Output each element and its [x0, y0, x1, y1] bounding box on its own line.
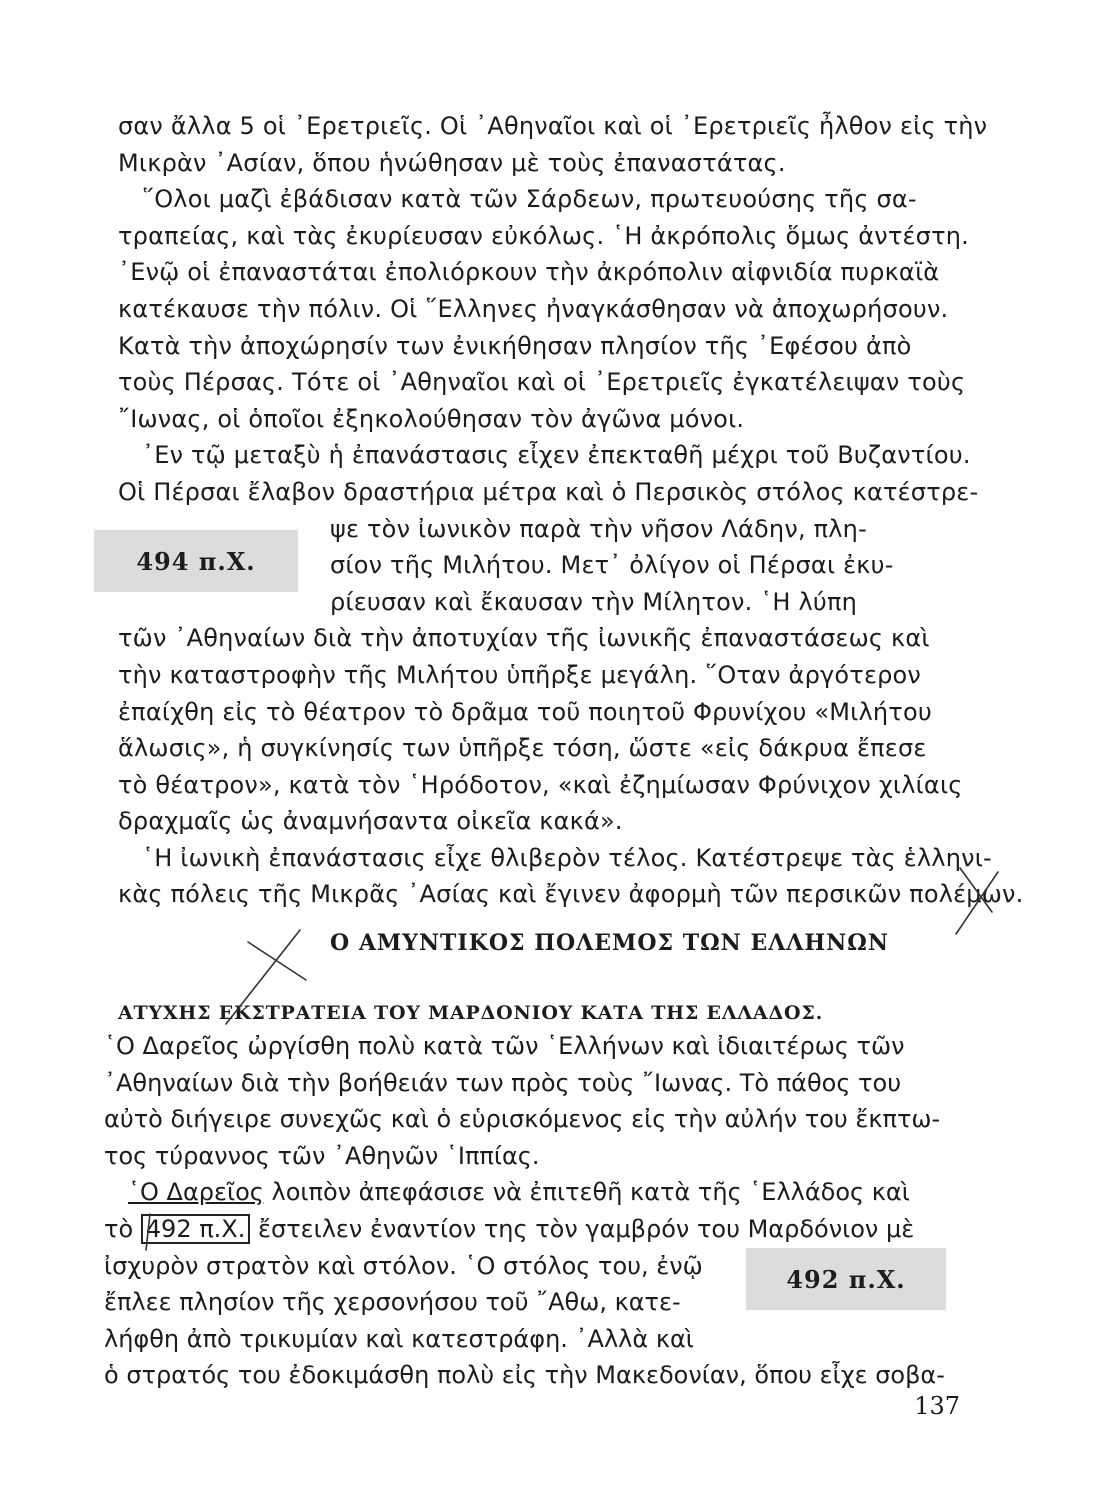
margin-date-text: 494 π.Χ. [136, 546, 256, 576]
page-number: 137 [914, 1392, 960, 1420]
text-line: σαν ἄλλα 5 οἱ ᾿Ερετριεῖς. Οἱ ᾿Αθηναῖοι καὶ οἱ ᾿Ερετριεῖς ἦλθον εἰς τὴν [118, 112, 988, 140]
text-line: τὴν καταστροφὴν τῆς Μιλήτου ὑπῆρξε μεγάλη. ῞Οταν ἀργότερον [118, 660, 922, 689]
subsection-heading: ΑΤΥΧΗΣ ΕΚΣΤΡΑΤΕΙΑ ΤΟΥ ΜΑΡΔΟΝΙΟΥ ΚΑΤΑ ΤΗΣ ΕΛΛΑΔΟΣ. [118, 1002, 823, 1024]
text-line: ῎Ιωνας, οἱ ὁποῖοι ἐξηκολούθησαν τὸν ἀγῶνα μόνοι. [118, 404, 745, 433]
text-line: τραπείας, καὶ τὰς ἐκυρίευσαν εὐκόλως. ῾Η ἀκρόπολις ὅμως ἀντέστη. [118, 221, 969, 250]
text-run: λοιπὸν ἀπεφάσισε νὰ ἐπιτεθῆ κατὰ τῆς ῾Ελλάδος καὶ [263, 1178, 910, 1207]
text-line: ψε τὸν ἰωνικὸν παρὰ τὴν νῆσον Λάδην, πλη- [330, 514, 867, 543]
text-line: ῾Η ἰωνικὴ ἐπανάστασις εἶχε θλιβερὸν τέλος. Κατέστρεψε τὰς ἑλληνι- [142, 843, 992, 872]
pencil-cross-mark [956, 868, 998, 934]
text-line: ἰσχυρὸν στρατὸν καὶ στόλον. ῾Ο στόλος του, ἐνῷ [104, 1251, 703, 1280]
text-line: ῞Ολοι μαζὶ ἐβάδισαν κατὰ τῶν Σάρδεων, πρωτευούσης τῆς σα- [142, 185, 917, 214]
text-line: ῾Ο Δαρεῖος ὠργίσθη πολὺ κατὰ τῶν ῾Ελλήνων καὶ ἰδιαιτέρως τῶν [104, 1032, 905, 1060]
boxed-date: 492 π.Χ. [141, 1214, 251, 1244]
text-line: Μικρὰν ᾿Ασίαν, ὅπου ἡνώθησαν μὲ τοὺς ἐπαναστάτας. [118, 148, 786, 177]
text-line: τος τύραννος τῶν ᾿Αθηνῶν ῾Ιππίας. [104, 1141, 540, 1170]
text-line: τῶν ᾿Αθηναίων διὰ τὴν ἀποτυχίαν τῆς ἰωνικῆς ἐπαναστάσεως καὶ [118, 624, 930, 653]
text-line: ἐπαίχθη εἰς τὸ θέατρον τὸ δρᾶμα τοῦ ποιητοῦ Φρυνίχου «Μιλήτου [118, 697, 932, 726]
pencil-cross-mark [226, 930, 306, 1024]
text-line: ἅλωσις», ἡ συγκίνησίς των ὑπῆρξε τόση, ὥστε «εἰς δάκρυα ἔπεσε [118, 734, 927, 763]
text-run: ἔστειλεν ἐναντίον της τὸν γαμβρόν του Μαρδόνιον μὲ [250, 1214, 915, 1243]
text-line: δραχμαῖς ὡς ἀναμνήσαντα οἰκεῖα κακά». [118, 807, 623, 836]
text-line: λήφθη ἀπὸ τρικυμίαν καὶ κατεστράφη. ᾿Αλλὰ καὶ [104, 1324, 694, 1353]
text-line: ἔπλεε πλησίον τῆς χερσονήσου τοῦ ῎Αθω, κατε- [104, 1288, 681, 1317]
text-line: ρίευσαν καὶ ἔκαυσαν τὴν Μίλητον. ῾Η λύπη [330, 587, 858, 616]
margin-date-text: 492 π.Χ. [786, 1264, 906, 1294]
text-line: ᾿Εν τῷ μεταξὺ ἡ ἐπανάστασις εἶχεν ἐπεκταθῆ μέχρι τοῦ Βυζαντίου. [142, 441, 971, 470]
text-line: ὁ στρατός του ἐδοκιμάσθη πολὺ εἰς τὴν Μακεδονίαν, ὅπου εἶχε σοβα- [104, 1361, 945, 1390]
text-line: κὰς πόλεις τῆς Μικρᾶς ᾿Ασίας καὶ ἔγινεν ἀφορμὴ τῶν περσικῶν πολέμων. [118, 880, 1024, 909]
text-line: ᾿Ενῷ οἱ ἐπαναστάται ἐπολιόρκουν τὴν ἀκρόπολιν αἰφνιδία πυρκαϊὰ [118, 258, 940, 287]
section-heading: Ο ΑΜΥΝΤΙΚΟΣ ΠΟΛΕΜΟΣ ΤΩΝ ΕΛΛΗΝΩΝ [330, 930, 889, 956]
text-line: ᾿Αθηναίων διὰ τὴν βοήθειάν των πρὸς τοὺς ῎Ιωνας. Τὸ πάθος του [104, 1068, 902, 1097]
underlined-text: ῾Ο Δαρεῖος [128, 1178, 264, 1207]
text-line: τὸ θέατρον», κατὰ τὸν ῾Ηρόδοτον, «καὶ ἐζημίωσαν Φρύνιχον χιλίαις [118, 770, 963, 799]
text-line: κατέκαυσε τὴν πόλιν. Οἱ ῞Ελληνες ἠναγκάσθησαν νὰ ἀποχωρήσουν. [118, 294, 949, 323]
text-line: σίον τῆς Μιλήτου. Μετ᾿ ὀλίγον οἱ Πέρσαι ἐκυ- [330, 551, 894, 580]
text-line: Οἱ Πέρσαι ἔλαβον δραστήρια μέτρα καὶ ὁ Περσικὸς στόλος κατέστρε- [118, 477, 979, 506]
text-line: τοὺς Πέρσας. Τότε οἱ ᾿Αθηναῖοι καὶ οἱ ᾿Ερετριεῖς ἐγκατέλειψαν τοὺς [118, 368, 966, 397]
pencil-bracket-mark [146, 1214, 150, 1250]
text-line: Κατὰ τὴν ἀποχώρησίν των ἐνικήθησαν πλησίον τῆς ᾿Εφέσου ἀπὸ [118, 331, 912, 360]
text-run: τὸ [104, 1214, 134, 1243]
text-line: αὐτὸ διήγειρε συνεχῶς καὶ ὁ εὑρισκόμενος εἰς τὴν αὐλήν του ἔκπτω- [104, 1105, 941, 1134]
